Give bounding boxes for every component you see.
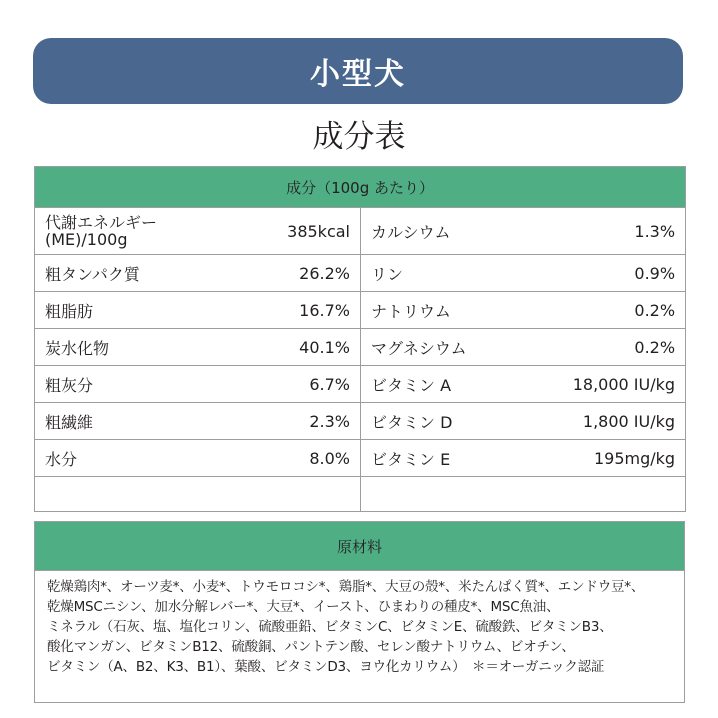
table-row: [35, 255, 686, 292]
table-row: [35, 440, 686, 477]
nutrient-value: 40.1%: [230, 329, 361, 366]
nutrient-name: ビタミン A: [361, 366, 551, 403]
nutrient-name: ビタミン D: [361, 403, 551, 440]
table-row: [35, 403, 686, 440]
nutrient-value: 8.0%: [230, 440, 361, 477]
nutrient-value: 1,800 IU/kg: [551, 403, 686, 440]
composition-table: [34, 166, 686, 512]
nutrient-name: 粗タンパク質: [35, 255, 230, 292]
nutrient-value: 1.3%: [551, 208, 686, 255]
table-row: [35, 208, 686, 255]
nutrient-name: 水分: [35, 440, 230, 477]
table-row: [35, 292, 686, 329]
nutrient-name: 粗灰分: [35, 366, 230, 403]
nutrient-name: ナトリウム: [361, 292, 551, 329]
empty-cell: [551, 477, 686, 512]
nutrient-value: 0.2%: [551, 329, 686, 366]
page-title: 成分表: [312, 119, 406, 155]
title-banner: [33, 38, 683, 104]
table-row: [35, 329, 686, 366]
nutrient-value: 0.9%: [551, 255, 686, 292]
nutrient-name: 粗脂肪: [35, 292, 230, 329]
nutrient-value: 26.2%: [230, 255, 361, 292]
nutrient-name: カルシウム: [361, 208, 551, 255]
empty-cell: [230, 477, 361, 512]
ingredients-text: 乾燥鶏肉*、オーツ麦*、小麦*、トウモロコシ*、鶏脂*、大豆の殻*、米たんぱく質*、エンドウ豆*、 乾燥MSCニシン、加水分解レバー*、大豆*、イースト、ひまわりの種皮*、MSC魚油、 ミネラル（石灰、塩、塩化コリン、硫酸亜鉛、ビタミンC、ビタミンE、硫酸鉄、ビタミンB3、 酸化マンガン、ビタミンB12、硫酸銅、パントテン酸、セレン酸ナトリウム、ビオチン、 ビタミン（A、B2、K3、B1）、葉酸、ビタミンD3、ヨウ化カリウム） ＊＝オーガニック認証: [47, 579, 645, 675]
empty-cell: [361, 477, 551, 512]
empty-cell: [35, 477, 230, 512]
ingredients-header: 原材料: [35, 522, 684, 571]
nutrient-name: 炭水化物: [35, 329, 230, 366]
nutrient-name: リン: [361, 255, 551, 292]
nutrient-value: 6.7%: [230, 366, 361, 403]
nutrient-value: 2.3%: [230, 403, 361, 440]
nutrient-name: マグネシウム: [361, 329, 551, 366]
banner-title: 小型犬: [310, 57, 406, 92]
table-row-empty: [35, 477, 686, 512]
nutrient-name: 代謝エネルギー (ME)/100g: [35, 208, 230, 255]
composition-header: 成分（100g あたり）: [35, 167, 686, 208]
nutrient-value: 0.2%: [551, 292, 686, 329]
nutrient-name: ビタミン E: [361, 440, 551, 477]
nutrient-value: 385kcal: [230, 208, 361, 255]
nutrient-value: 18,000 IU/kg: [551, 366, 686, 403]
nutrient-name: 粗繊維: [35, 403, 230, 440]
nutrient-value: 195mg/kg: [551, 440, 686, 477]
ingredients-box: [34, 521, 685, 703]
table-row: [35, 366, 686, 403]
nutrient-value: 16.7%: [230, 292, 361, 329]
